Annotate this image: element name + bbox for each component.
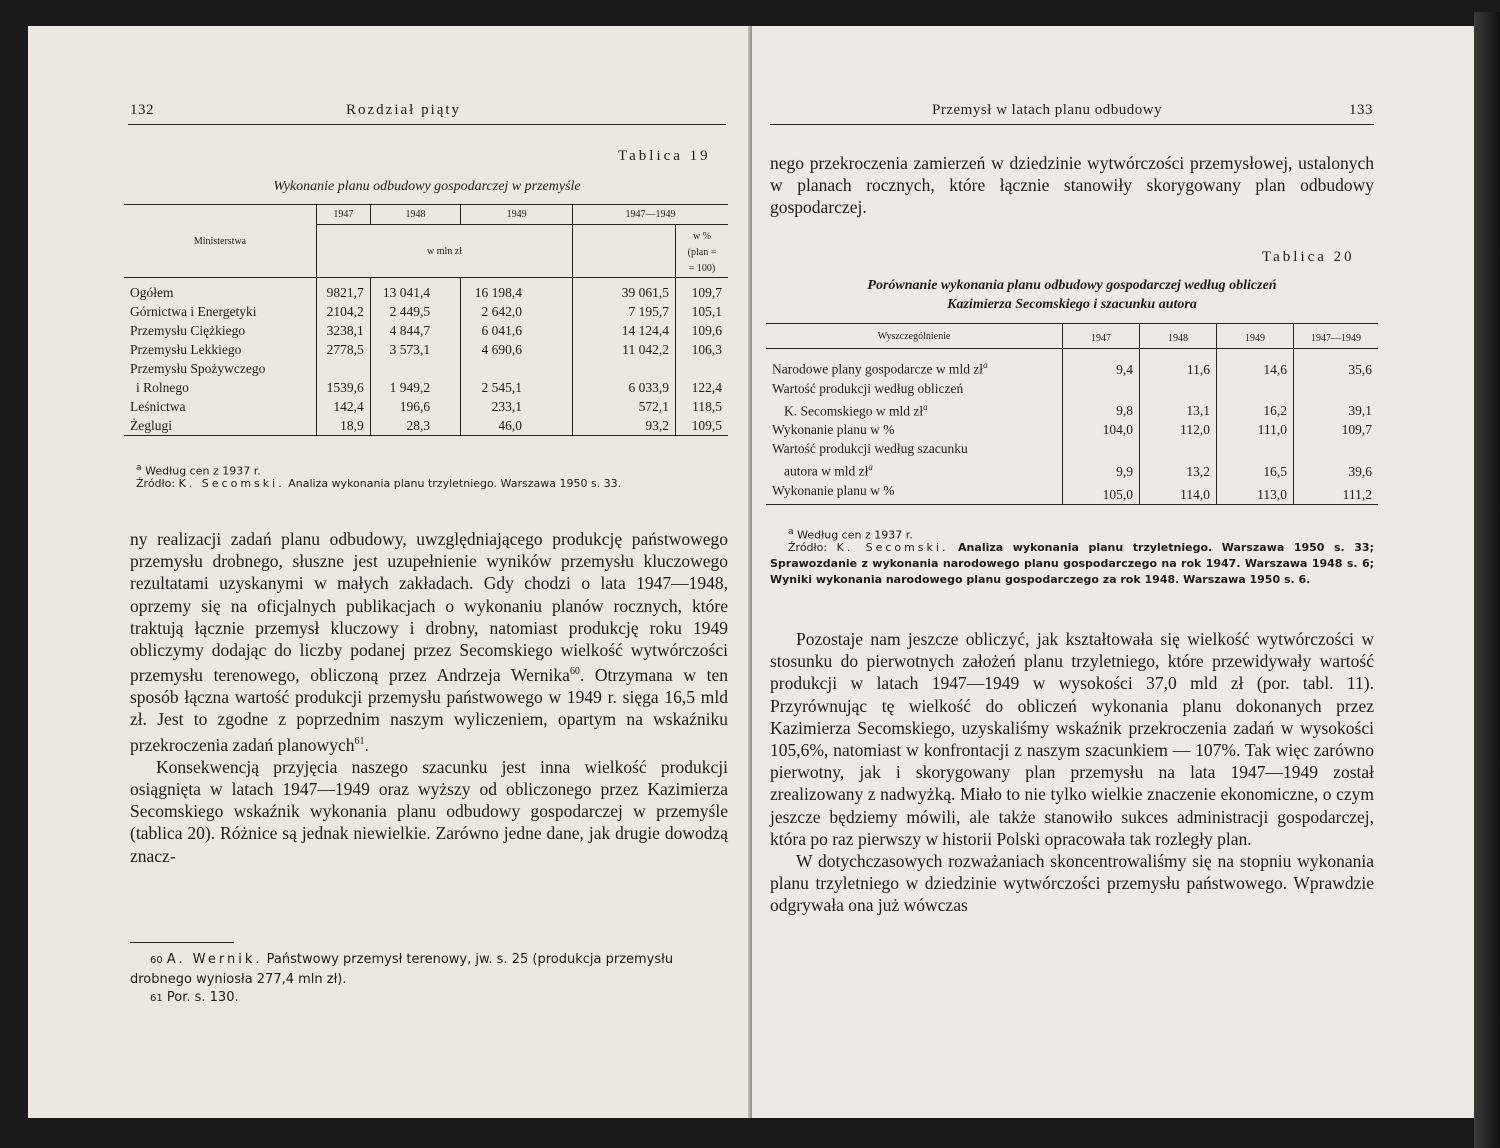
- cell: 233,1: [461, 397, 573, 416]
- cell: 3238,1: [317, 321, 371, 340]
- table-20-number: Tablica 20: [1262, 249, 1355, 265]
- table-19: [124, 204, 728, 436]
- cell: 114,0: [1140, 481, 1217, 505]
- cell: 1539,6: [317, 378, 371, 397]
- cell: 6 041,6: [461, 321, 573, 340]
- col-1947: 1947: [1063, 324, 1140, 349]
- row-label: Przemysłu Lekkiego: [130, 341, 242, 357]
- source-author: K. Secomski.: [178, 477, 285, 490]
- cell: 1 949,2: [370, 378, 460, 397]
- pct-header: [676, 225, 729, 278]
- footnote-60: [130, 950, 728, 989]
- left-paragraph-1: ny realizacji zadań planu odbudowy, uwzględniającego produkcję państwowego przemysłu drobnego, słuszne jest uzupełnienie wyników przemysłu kluczowego rezultatami uzyskanymi w małych zakładach. Gdy chodzi o lata 1947—1948, oprzemy się na oficjalnych publikacjach o wykonaniu planów rocznych, które traktują łącznie przemysł kluczowy i drobny, natomiast produkcję roku 1949 obliczymy dodając do liczby podanej przez Secomskiego wielkość wytwórczości przemysłu terenowego, obliczoną przez Andrzeja Wernika$^{60}$. Otrzymana w ten sposób łączna wartość produkcji przemysłu państwowego w 1949 r. sięga 16,5 mld zł. Jest to zgodne z poprzednim naszym wyliczeniem, opartym na wskaźniku przekroczenia zadań planowych$^{61}$.: [130, 529, 729, 755]
- cell: 2104,2: [317, 302, 371, 321]
- cell: 111,0: [1217, 420, 1294, 439]
- right-top-paragraph: [770, 152, 1374, 219]
- p1-text: ny realizacji zadań planu odbudowy, uwzględniającego produkcję państwowego przemysłu drobnego, słuszne jest uzupełnienie wyników przemysłu kluczowego rezultatami uzyskanymi w małych zakładach. Gdy chodzi o lata 1947—1948, oprzemy się na oficjalnych publikacjach o wykonaniu planów rocznych, które traktują łącznie przemysł kluczowy i drobny, natomiast produkcję roku 1949 obliczymy dodając do liczby podanej przez Secomskiego wielkość wytwórczości przemysłu terenowego, obliczoną przez Andrzeja Wernika: [130, 529, 728, 686]
- row-label: Górnictwa i Energetyki: [130, 303, 257, 319]
- row-label: [766, 349, 1063, 379]
- cell: 9,9: [1063, 458, 1140, 481]
- cell: 6 033,9: [573, 378, 676, 397]
- right-paragraph-top: nego przekroczenia zamierzeń w dziedzinie wytwórczości przemysłowej, ustalonych w planach rocznych, które łącznie stanowiły skorygowany plan odbudowy gospodarczej.: [770, 153, 1374, 218]
- row-label: Przemysłu Ciężkiego: [130, 322, 246, 338]
- pct-header-l3: = 100): [688, 263, 716, 274]
- cell: [1063, 439, 1140, 458]
- cell: [1217, 379, 1294, 398]
- unit-header: w mln zł: [317, 225, 573, 278]
- row-label: Wartość produkcji według obliczeń: [772, 380, 964, 396]
- row-label: [766, 458, 1063, 481]
- col-1948: 1948: [370, 205, 460, 225]
- cell: 14,6: [1217, 349, 1294, 379]
- header-rule-right: [770, 124, 1374, 125]
- cell: 9821,7: [317, 278, 371, 302]
- row-label-text: Narodowe plany gospodarcze w mld zł: [772, 361, 984, 377]
- pct-header-l2: (plan =: [687, 247, 717, 258]
- cell: 2778,5: [317, 340, 371, 359]
- row-label: Przemysłu Spożywczego: [130, 360, 266, 376]
- row-label: Wartość produkcji według szacunku: [772, 441, 968, 456]
- source-text: Analiza wykonania planu trzyletniego. Warszawa 1950 s. 33.: [288, 477, 622, 490]
- cell: 9,8: [1063, 398, 1140, 421]
- cell: 122,4: [676, 378, 729, 397]
- col-1949: 1949: [461, 205, 573, 225]
- cell: 111,2: [1294, 481, 1379, 505]
- cell: 109,7: [1294, 420, 1379, 439]
- right-paragraph-1: Pozostaje nam jeszcze obliczyć, jak kształtowała się wielkość wytwórczości w stosunku do pierwotnych założeń planu trzyletniego, które przewidywały wartość produkcji w latach 1947—1949 w wysokości 37,0 mld zł (por. tabl. 11). Przyrównując tę wielkość do obliczeń wykonania planu dokonanych przez Kazimierza Secomskiego, uzyskaliśmy wskaźnik przekroczenia zadań w wysokości 105,6%, natomiast w konfrontacji z naszym szacunkiem — 107%. Tak więc zarówno pierwotny, jak i skorygowany plan przemysłu na lata 1947—1949 został zrealizowany z nadwyżką. Miało to nie tylko wielkie znaczenie ekonomiczne, o czym jeszcze będziemy mówili, ale także stanowiło sukces administracji gospodarczej, która po raz pierwszy w historii Polski opracowała tak rozległy plan.: [770, 629, 1374, 849]
- cell: 112,0: [1140, 420, 1217, 439]
- table-20-body: [766, 349, 1378, 505]
- note-a-text: Według cen z 1937 r.: [145, 464, 261, 478]
- cell: 14 124,4: [573, 321, 676, 340]
- table-19-source: [130, 476, 726, 492]
- cell: [1140, 379, 1217, 398]
- cell: 105,1: [676, 302, 729, 321]
- row-label: Żeglugi: [130, 417, 172, 433]
- col-1949: 1949: [1217, 324, 1294, 349]
- left-paragraph-2: Konsekwencją przyjęcia naszego szacunku jest inna wielkość produkcji osiągnięta w latach 1947—1949 oraz wyższy od obliczonego przez Kazimierza Secomskiego wskaźnik wykonania planu odbudowy gospodarczej w przemyśle (tablica 20). Różnice są jednak niewielkie. Zarówno jedne dane, jak drugie dowodzą znacz-: [130, 756, 728, 866]
- row-label-text: K. Secomskiego w mld zł: [784, 403, 924, 418]
- cell: 109,5: [676, 416, 729, 436]
- cell: 18,9: [317, 416, 371, 436]
- cell: 142,4: [317, 397, 371, 416]
- cell: 35,6: [1294, 349, 1379, 379]
- fn60-text: Państwowy przemysł terenowy, jw. s. 25 (produkcja przemysłu drobnego wyniosła 277,4 mln zł).: [130, 952, 674, 987]
- cell: [1140, 439, 1217, 458]
- cell: 572,1: [573, 397, 676, 416]
- pct-header-l1: w %: [692, 231, 712, 242]
- row-label: i Rolnego: [136, 379, 189, 395]
- cell: 28,3: [370, 416, 460, 436]
- cell: 11,6: [1140, 349, 1217, 379]
- table-20-source: [770, 540, 1374, 588]
- table-20-title: [770, 276, 1374, 314]
- cell: 196,6: [370, 397, 460, 416]
- total-subheader: [573, 225, 676, 278]
- source-text: Analiza wykonania planu trzyletniego. Warszawa 1950 s. 33; Sprawozdanie z wykonania narodowego planu gospodarczego na rok 1947. Warszawa 1948 s. 6; Wyniki wykonania narodowego planu gospodarczego za rok 1948. Warszawa 1950 s. 6.: [770, 541, 1374, 586]
- row-label: Wykonanie planu w %: [772, 422, 895, 437]
- cell: 16,2: [1217, 398, 1294, 421]
- fn60-author: A. Wernik.: [166, 952, 263, 967]
- cell: 2 449,5: [370, 302, 460, 321]
- cell: 46,0: [461, 416, 573, 436]
- cell: 2 642,0: [461, 302, 573, 321]
- cell: 39,6: [1294, 458, 1379, 481]
- col-wyszczegolnienie: Wyszczególnienie: [766, 324, 1063, 349]
- cell: 13,2: [1140, 458, 1217, 481]
- cell: 7 195,7: [573, 302, 676, 321]
- table-20-title-l2: Kazimierza Secomskiego i szacunku autora: [947, 297, 1197, 312]
- table-19-number: Tablica 19: [618, 148, 711, 164]
- cell: 4 690,6: [461, 340, 573, 359]
- col-1947-1949: 1947—1949: [1294, 324, 1379, 349]
- source-author: K. Secomski.: [836, 541, 949, 554]
- cell: [1217, 439, 1294, 458]
- header-rule-left: [128, 124, 726, 125]
- table-19-body: [124, 278, 728, 436]
- cell: [676, 359, 729, 378]
- note-a-text: Według cen z 1937 r.: [797, 528, 913, 542]
- fn-ref-61[interactable]: 61: [354, 735, 365, 747]
- fn60-num: 60: [150, 955, 163, 966]
- cell: 109,7: [676, 278, 729, 302]
- fn61-text: Por. s. 130.: [166, 990, 239, 1005]
- table-19-rowlabel-header: Ministerstwa: [124, 205, 317, 278]
- cell: [317, 359, 371, 378]
- cell: 104,0: [1063, 420, 1140, 439]
- table-20: [766, 323, 1378, 505]
- cell: 2 545,1: [461, 378, 573, 397]
- source-label: Źródło:: [136, 477, 176, 490]
- cell: 93,2: [573, 416, 676, 436]
- row-sup: a: [983, 360, 988, 370]
- cell: 4 844,7: [370, 321, 460, 340]
- cell: 118,5: [676, 397, 729, 416]
- right-page: [752, 26, 1474, 1118]
- note-marker: a: [136, 462, 142, 473]
- row-sup: a: [923, 401, 928, 412]
- page-number-right: 133: [1349, 102, 1373, 118]
- note-marker: a: [788, 526, 794, 537]
- cell: 11 042,2: [573, 340, 676, 359]
- cell: 113,0: [1217, 481, 1294, 505]
- row-label: Ogółem: [130, 284, 174, 300]
- source-label: Źródło:: [788, 541, 828, 554]
- fn-ref-60[interactable]: 60: [569, 666, 580, 678]
- p1b-text: . Otrzymana w ten sposób łączna wartość produkcji przemysłu państwowego w 1949 r. sięga 16,5 mld zł. Jest to zgodne z poprzednim naszym wyliczeniem, opartym na wskaźniku przekroczenia zadań planowych: [130, 665, 729, 755]
- footnote-rule: [130, 942, 234, 943]
- cell: 13 041,4: [370, 278, 460, 302]
- table-19-title: Wykonanie planu odbudowy gospodarczej w przemyśle: [273, 179, 581, 194]
- footnote-61: [150, 988, 728, 1008]
- cell: 109,6: [676, 321, 729, 340]
- right-paragraph-2: W dotychczasowych rozważaniach skoncentrowaliśmy się na stopniu wykonania planu trzyletniego w dziedzinie wytwórczości przemysłu państwowego. Wprawdzie odgrywała ona już wówczas: [770, 851, 1374, 916]
- cell: 9,4: [1063, 349, 1140, 379]
- left-body: [130, 528, 728, 867]
- book-edge: [1474, 12, 1500, 1148]
- left-page: [28, 26, 751, 1118]
- cell: 16 198,4: [461, 278, 573, 302]
- row-sup: a: [868, 462, 873, 472]
- cell: [1294, 439, 1379, 458]
- page-number-left: 132: [130, 102, 154, 118]
- col-1948: 1948: [1140, 324, 1217, 349]
- cell: 3 573,1: [370, 340, 460, 359]
- cell: [1063, 379, 1140, 398]
- cell: [370, 359, 460, 378]
- running-head-left: Rozdział piąty: [346, 102, 462, 118]
- running-head-right: Przemysł w latach planu odbudowy: [932, 102, 1163, 118]
- cell: [573, 359, 676, 378]
- cell: 39 061,5: [573, 278, 676, 302]
- cell: 16,5: [1217, 458, 1294, 481]
- row-label: Leśnictwa: [130, 398, 186, 414]
- col-1947-1949: 1947—1949: [573, 205, 729, 225]
- row-label: [766, 398, 1063, 421]
- cell: 106,3: [676, 340, 729, 359]
- right-body: [770, 628, 1374, 917]
- cell: 105,0: [1063, 481, 1140, 505]
- col-1947: 1947: [317, 205, 371, 225]
- cell: [461, 359, 573, 378]
- row-label-text: autora w mld zł: [784, 463, 869, 479]
- cell: 39,1: [1294, 398, 1379, 421]
- table-20-title-l1: Porównanie wykonania planu odbudowy gospodarczej według obliczeń: [867, 278, 1277, 293]
- row-label: Wykonanie planu w %: [772, 482, 895, 498]
- cell: 13,1: [1140, 398, 1217, 421]
- cell: [1294, 379, 1379, 398]
- fn61-num: 61: [150, 993, 163, 1004]
